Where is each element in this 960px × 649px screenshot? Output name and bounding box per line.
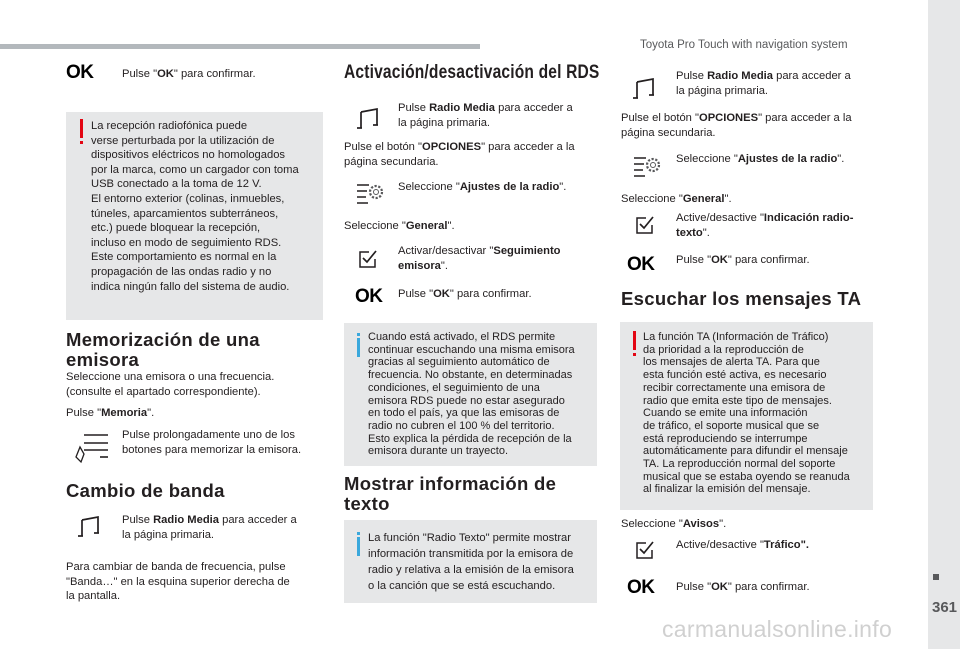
music-note-icon — [78, 516, 100, 538]
memorize-step-text: Pulse prolongadamente uno de los botones para memorizar la emisora. — [122, 429, 302, 456]
memorize-press-text: Pulse "Memoria". — [66, 407, 155, 419]
rt-general-text: Seleccione "General". — [621, 193, 732, 205]
rds-general-text: Seleccione "General". — [344, 220, 455, 232]
ta-avisos-text: Seleccione "Avisos". — [621, 518, 727, 530]
rds-title: Activación/desactivación del RDS — [344, 62, 600, 83]
checkbox-icon — [358, 249, 378, 269]
rds-options-text: Pulse el botón "OPCIONES" para acceder a la página secundaria. — [344, 141, 575, 168]
ok-icon: OK — [66, 62, 94, 83]
rds-step2-text: Seleccione "Ajustes de la radio". — [398, 181, 567, 193]
memorize-title: Memorización de una emisora — [66, 329, 260, 370]
ok-icon: OK — [627, 254, 655, 275]
rt-step1-text: Pulse Radio Media para acceder a la página primaria. — [676, 70, 851, 97]
gear-icon — [356, 182, 386, 208]
info-icon — [357, 537, 360, 556]
ta-warning-text: La función TA (Información de Tráfico) da prioridad a la reproducción de los mensajes de alerta TA. Para que esta función esté activa, es necesario recibir correctamente una emisora de radio que emita este tipo de mensajes. Cuando se emite una información de tráfico, el soporte musical que se está reproduciendo se interrumpe automáticamente para difundir el mensaje TA. La reproducción normal del soporte musical que se estaba oyendo se reanuda al finalizar la emisión del mensaje. — [643, 331, 850, 496]
checkbox-icon — [635, 540, 655, 560]
rds-step1-text: Pulse Radio Media para acceder a la página primaria. — [398, 102, 573, 129]
memorize-intro: Seleccione una emisora o una frecuencia. (consulte el apartado correspondiente). — [66, 371, 275, 398]
page-header-title: Toyota Pro Touch with navigation system — [640, 39, 848, 51]
radio-text-info-text: La función "Radio Texto" permite mostrar información transmitida por la emisora de radio y relativa a la emisión de la emisora o la canción que se está escuchando. — [368, 532, 574, 592]
ta-step1-text: Active/desactive "Tráfico". — [676, 539, 810, 551]
rt-step3-text: Active/desactive "Indicación radio- texto". — [676, 212, 854, 239]
band-paragraph: Para cambiar de banda de frecuencia, pulse "Banda…" en la esquina superior derecha de la pantalla. — [66, 561, 290, 602]
continue-marker — [933, 574, 939, 580]
rds-info-text: Cuando está activado, el RDS permite continuar escuchando una misma emisora gracias al seguimiento automático de frecuencia. No obstante, en determinadas condiciones, el seguimiento de una emisora RDS puede no estar asegurado en todo el país, ya que las emisoras de radio no cubren el 100 % del territorio. Esto explica la pérdida de recepción de la emisora durante un trayecto. — [368, 331, 575, 458]
gear-icon — [633, 155, 663, 181]
rds-step3-text: Activar/desactivar "Seguimiento emisora". — [398, 245, 561, 272]
ok-icon: OK — [355, 286, 383, 307]
header-rule — [0, 44, 480, 49]
ok-icon: OK — [627, 577, 655, 598]
warning-icon — [80, 119, 83, 138]
ta-step2-text: Pulse "OK" para confirmar. — [676, 581, 810, 593]
checkbox-icon — [635, 215, 655, 235]
band-step-text: Pulse Radio Media para acceder a la página primaria. — [122, 514, 297, 541]
rt-options-text: Pulse el botón "OPCIONES" para acceder a la página secundaria. — [621, 112, 852, 139]
warning-text: La recepción radiofónica puede verse perturbada por la utilización de dispositivos eléctricos no homologados por la marca, como un cargador con toma USB conectado a la toma de 12 V. El entorno exterior (colinas, inmuebles, túneles, aparcamientos subterráneos, etc.) puede bloquear la recepción, incluso en modo de seguimiento RDS. Este comportamiento es normal en la propagación de las ondas radio y no indica ningún fallo del sistema de audio. — [91, 120, 299, 293]
radio-text-title: Mostrar información de texto — [344, 473, 557, 514]
rt-step2-text: Seleccione "Ajustes de la radio". — [676, 153, 845, 165]
info-icon — [357, 338, 360, 357]
ok-confirm-text: Pulse "OK" para confirmar. — [122, 68, 256, 80]
music-note-icon — [633, 78, 655, 100]
memory-button-icon — [74, 432, 110, 462]
ta-title: Escuchar los mensajes TA — [621, 288, 862, 309]
rt-step4-text: Pulse "OK" para confirmar. — [676, 254, 810, 266]
music-note-icon — [357, 108, 379, 130]
page-side-band — [928, 0, 960, 649]
band-title: Cambio de banda — [66, 480, 225, 501]
page-number: 361 — [932, 599, 958, 616]
watermark: carmanualsonline.info — [662, 616, 893, 642]
warning-icon — [633, 331, 636, 350]
rds-step4-text: Pulse "OK" para confirmar. — [398, 288, 532, 300]
rds-title-wrap — [344, 62, 604, 90]
